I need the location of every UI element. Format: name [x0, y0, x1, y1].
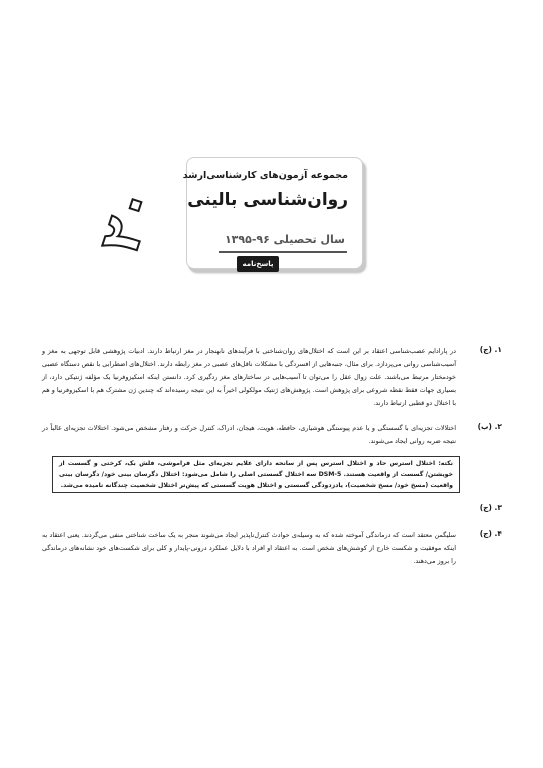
answer-text: سلیگمن معتقد است که درماندگی آموخته شده که به وسیله‌ی حوادث کنترل‌ناپذیر ایجاد می‌شوند منجر به یک ساخت شناختی منفی می‌گردند. یعنی اعتقاد به اینکه موفقیت و شکست خارج از کوشش‌های شخص است. به اعتقاد او افراد با دلایل عملکرد درونی-پایدار و کلی برای شکست‌های خود نشانه‌های درماندگی را بروز می‌دهند. — [42, 531, 456, 565]
answer-text: در پارادایم عصب‌شناسی اعتقاد بر این است که اختلال‌های روان‌شناختی با فرآیندهای نابهنجار در مغز ارتباط دارند. ادبیات پژوهشی قابل توجهی به مغز و آسیب‌شناسی روانی می‌پردازد. برای مثال، جنبه‌هایی از افسردگی با مشکلات ناقل‌های عصبی در مغز رابطه دارند. اختلال‌های اضطرابی با نقص دستگاه عصبی خودمختار مرتبط می‌باشند. علت زوال عقل را می‌توان تا آسیب‌هایی در ساختارهای مغز ردگیری کرد. دانستن اینکه اسکیزوفرنیا یک مؤلفه ژنتیکی دارد، از بسیاری جهات فقط نقطه شروعی برای پژوهش است. پژوهش‌های ژنتیک مولکولی اخیراً به این نتیجه رسیده‌اند که چندین ژن مشترک هم با اسکیزوفرنیا و هم با اختلال دو قطبی ارتباط دارند. — [42, 347, 456, 407]
academic-year: سال تحصیلی ۹۶-۱۳۹۵ — [224, 233, 346, 246]
answer-key-badge: پاسخ‌نامه — [237, 256, 279, 272]
main-title: روان‌شناسی بالینی — [187, 190, 348, 210]
answer-label: ۱. (ج) — [479, 345, 502, 354]
exam-number: ۲۰ — [87, 178, 168, 261]
answers-list — [42, 345, 502, 580]
series-title: مجموعه آزمون‌های کارشناسی‌ارشد — [182, 170, 348, 181]
year-underline — [219, 251, 347, 253]
answer-item — [42, 529, 502, 568]
answer-item — [42, 422, 502, 448]
cover-card — [182, 157, 363, 269]
answer-item — [42, 503, 502, 517]
note-box: نکته: اختلال استرس حاد و اختلال استرس پس از سانحه دارای علایم تجزیه‌ای مثل فراموشی، فلش بک، کرختی و گسست از خویشتن/ گسست از واقعیت هستند. DSM-5 سه اختلال گسستی اصلی را شامل می‌شود: اختلال دگرسان بینی خود/ دگرسان بینی واقعیت (مسخ خود/ مسخ شخصیت)، یادزدودگی گسستی و اختلال هویت گسستی که پیش‌تر اختلال شخصیت چندگانه نامیده می‌شد. — [52, 456, 460, 493]
answer-item — [42, 345, 502, 410]
answer-text: اختلالات تجزیه‌ای با گسستگی و یا عدم پیوستگی هوشیاری، حافظه، هویت، هیجان، ادراک، کنترل حرکت و رفتار مشخص می‌شود. اختلالات تجزیه‌ای غالباً در نتیجه ضربه روانی ایجاد می‌شوند. — [42, 424, 456, 445]
answer-label: ۳. (ج) — [479, 503, 502, 512]
answer-label: ۲. (ب) — [477, 422, 502, 431]
answer-label: ۴. (ج) — [479, 529, 502, 538]
